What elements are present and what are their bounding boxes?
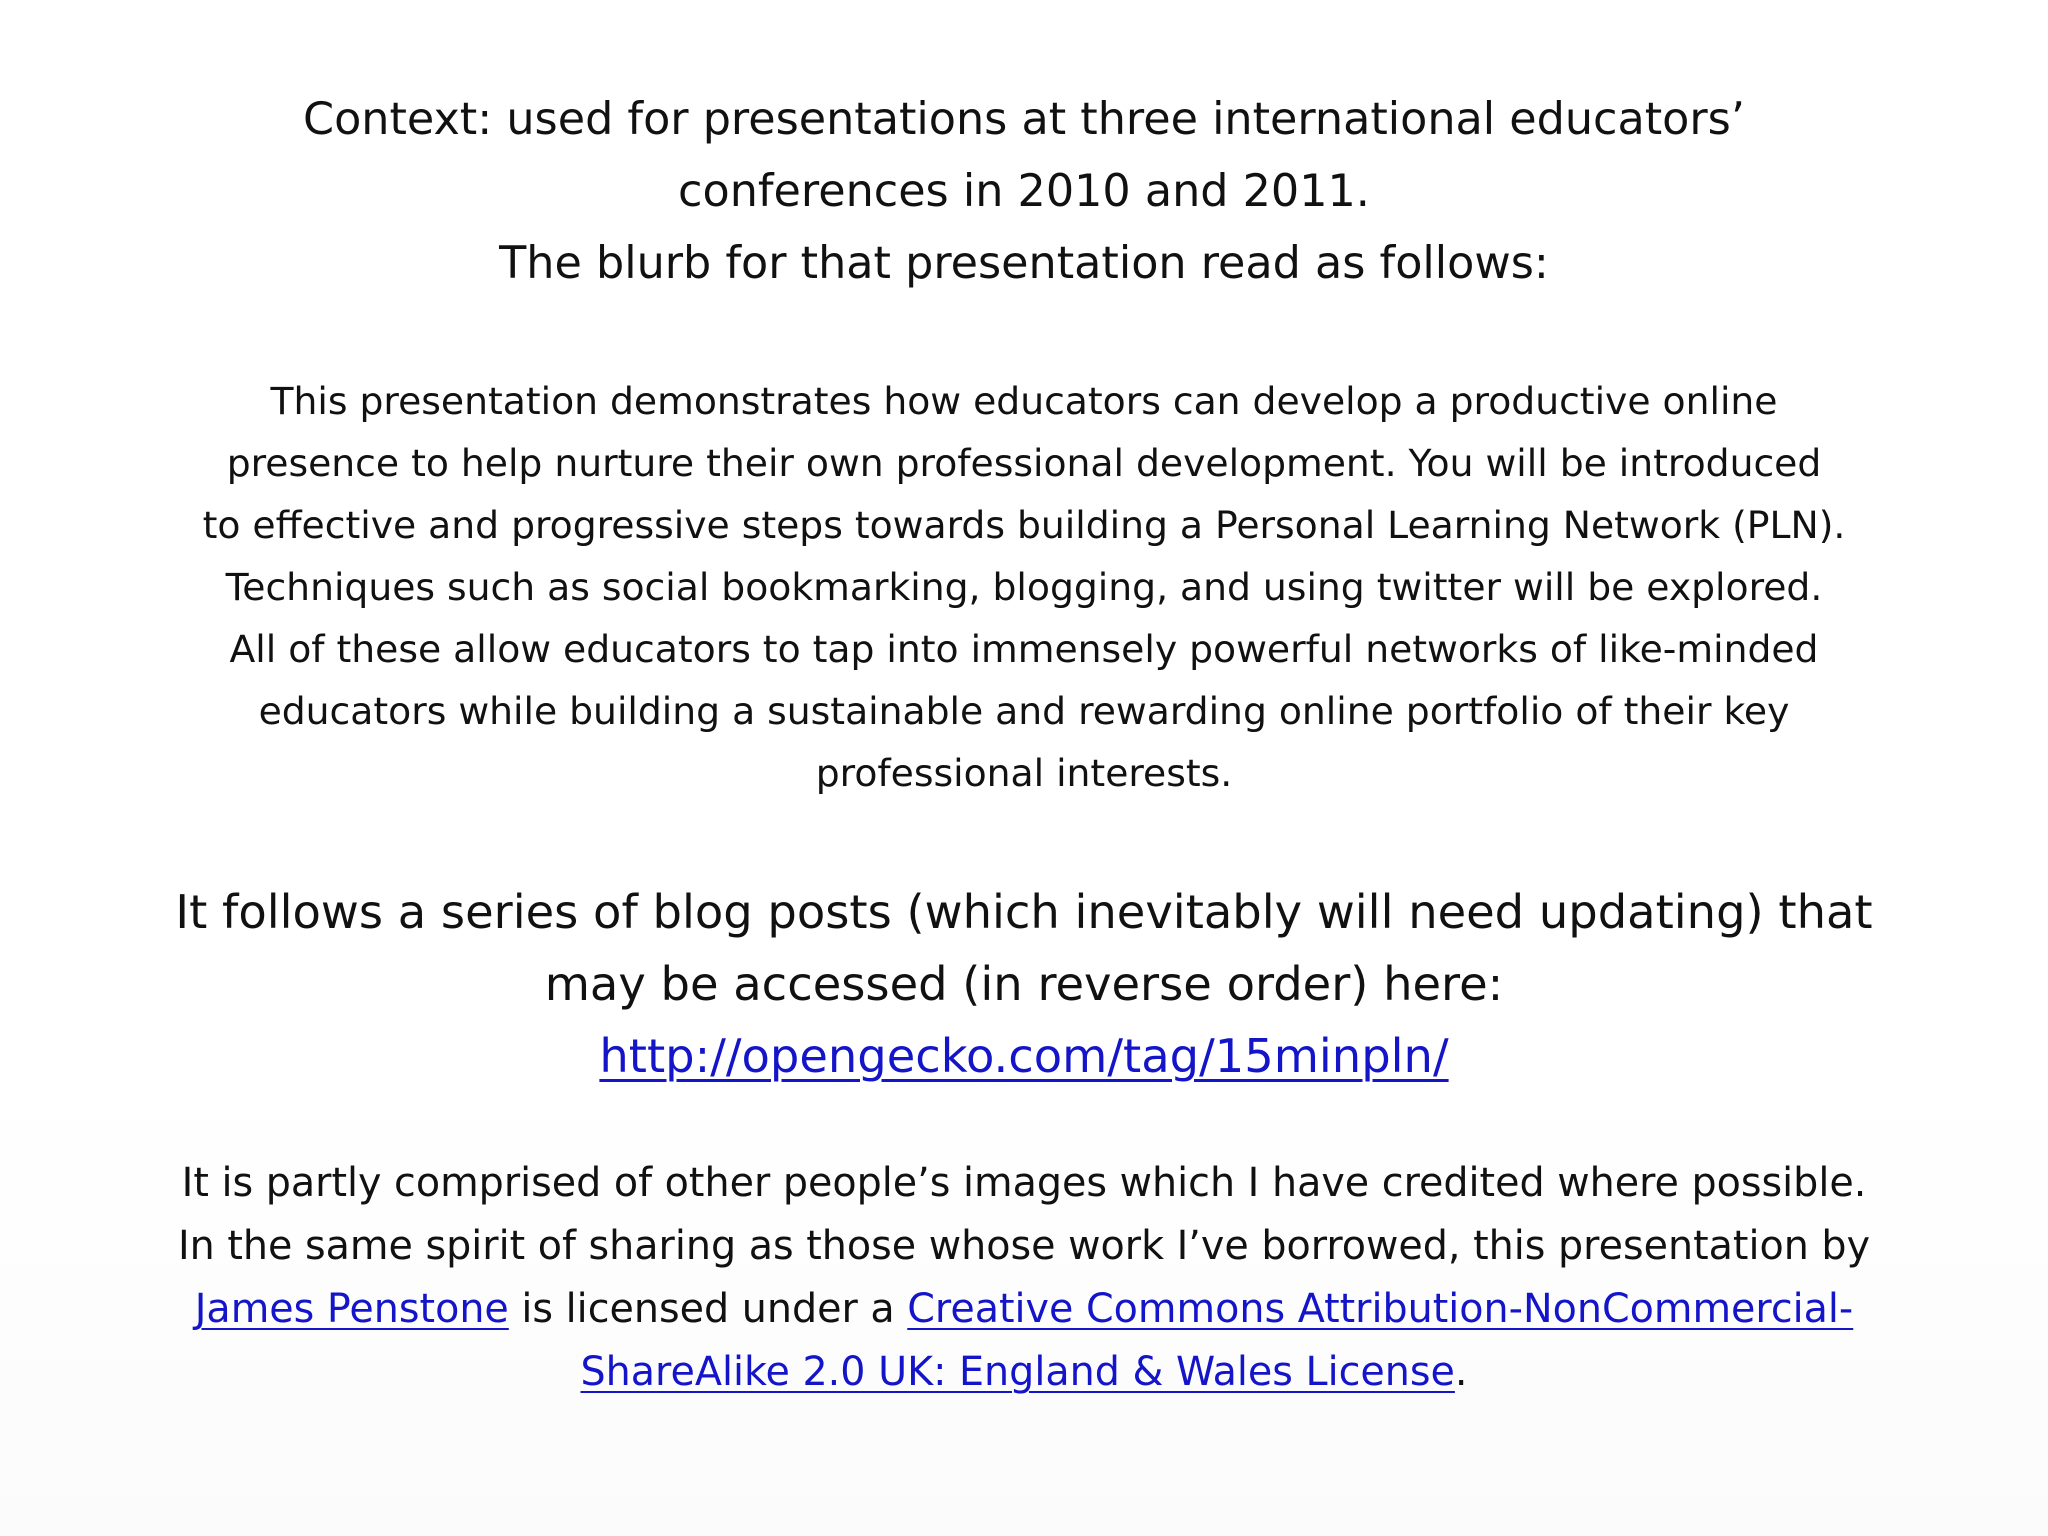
context-heading	[0, 84, 2048, 300]
series-link-line	[0, 1020, 2048, 1092]
credit-line-license	[0, 1278, 2048, 1341]
credit-line: It is partly comprised of other people’s images which I have credited where possible.	[181, 1160, 1867, 1206]
blurb-line: professional interests.	[815, 751, 1233, 795]
blurb-line: Techniques such as social bookmarking, blogging, and using twitter will be explored.	[225, 565, 1823, 609]
credit-paragraph	[0, 1152, 2048, 1404]
blurb-line: presence to help nurture their own professional development. You will be introduced	[226, 441, 1822, 485]
licensed-text: is licensed under a	[508, 1286, 908, 1332]
blog-posts-link[interactable]: http://opengecko.com/tag/15minpln/	[599, 1029, 1449, 1083]
end-period: .	[1454, 1349, 1468, 1395]
blurb-line: to effective and progressive steps towards building a Personal Learning Network (PLN).	[202, 503, 1846, 547]
blog-series-paragraph	[0, 876, 2048, 1092]
context-line: The blurb for that presentation read as follows:	[499, 238, 1549, 289]
credit-line-license-end	[0, 1341, 2048, 1404]
license-link-continued[interactable]: ShareAlike 2.0 UK: England & Wales License	[580, 1349, 1455, 1395]
blurb-line: This presentation demonstrates how educators can develop a productive online	[270, 379, 1778, 423]
blurb-line: All of these allow educators to tap into immensely powerful networks of like-minded	[229, 627, 1819, 671]
credit-line: In the same spirit of sharing as those whose work I’ve borrowed, this presentation by	[177, 1223, 1871, 1269]
author-link[interactable]: James Penstone	[194, 1286, 509, 1332]
series-line: may be accessed (in reverse order) here:	[544, 957, 1504, 1011]
presentation-blurb	[0, 370, 2048, 804]
series-line: It follows a series of blog posts (which inevitably will need updating) that	[175, 885, 1873, 939]
context-line: conferences in 2010 and 2011.	[678, 166, 1370, 217]
blurb-line: educators while building a sustainable and rewarding online portfolio of their key	[258, 689, 1790, 733]
license-link[interactable]: Creative Commons Attribution-NonCommercial-	[907, 1286, 1854, 1332]
context-line: Context: used for presentations at three international educators’	[303, 94, 1745, 145]
